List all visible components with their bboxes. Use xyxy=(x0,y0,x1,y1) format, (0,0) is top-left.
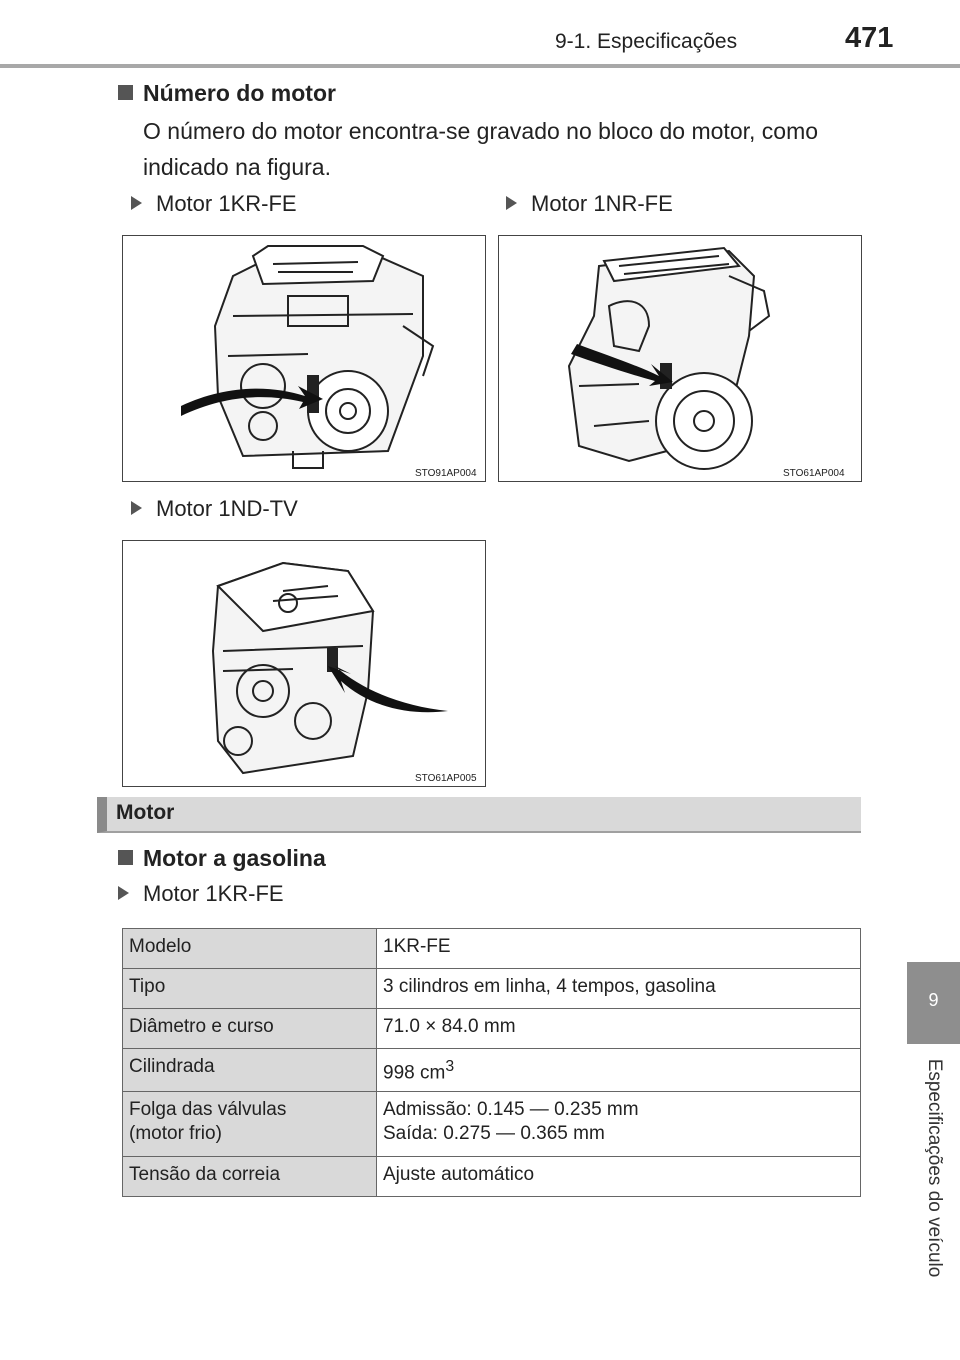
running-header-section: 9-1. Especificações xyxy=(555,30,738,53)
table-row xyxy=(123,1092,861,1157)
engine-number-heading-text: Número do motor xyxy=(143,80,336,106)
gasoline-heading xyxy=(118,845,326,872)
spec-key-line-1: Folga das válvulas xyxy=(129,1099,287,1121)
spec-value-superscript: 3 xyxy=(445,1058,455,1075)
spec-key: Diâmetro e curso xyxy=(123,1009,377,1049)
page-number: 471 xyxy=(845,22,894,54)
engine-number-body xyxy=(143,113,873,185)
square-bullet-icon xyxy=(118,85,133,100)
spec-key: Tipo xyxy=(123,969,377,1009)
engine-1nr-illustration xyxy=(499,236,861,481)
gasoline-item xyxy=(118,881,284,907)
spec-value: Ajuste automático xyxy=(377,1157,861,1197)
gasoline-heading-text: Motor a gasolina xyxy=(143,845,326,871)
section-title: Motor xyxy=(116,801,175,824)
triangle-bullet-icon xyxy=(506,196,517,210)
engine-figure-1kr xyxy=(122,235,486,482)
chapter-tab-number: 9 xyxy=(928,990,939,1010)
spec-value xyxy=(377,1049,861,1092)
figure-caption-1nd xyxy=(131,496,298,522)
figure-caption-1nr-text: Motor 1NR-FE xyxy=(531,191,673,216)
triangle-bullet-icon xyxy=(131,196,142,210)
table-row xyxy=(123,1049,861,1092)
spec-key: Modelo xyxy=(123,929,377,969)
spec-key-line-2: (motor frio) xyxy=(129,1123,222,1145)
spec-value xyxy=(377,1092,861,1157)
gasoline-item-text: Motor 1KR-FE xyxy=(143,881,284,906)
engine-figure-1nd xyxy=(122,540,486,787)
spec-value: 1KR-FE xyxy=(377,929,861,969)
table-row xyxy=(123,929,861,969)
spec-value-line-1: Admissão: 0.145 — 0.235 mm xyxy=(383,1099,639,1121)
square-bullet-icon xyxy=(118,850,133,865)
table-row xyxy=(123,1009,861,1049)
spec-table xyxy=(122,928,861,1197)
table-row xyxy=(123,1157,861,1197)
engine-number-body-line-1: O número do motor encontra-se gravado no bloco do motor, como xyxy=(143,118,819,144)
spec-value-line-2: Saída: 0.275 — 0.365 mm xyxy=(383,1123,605,1145)
spec-value-text: 998 cm xyxy=(383,1062,446,1084)
spec-value: 71.0 × 84.0 mm xyxy=(377,1009,861,1049)
figure-code-1nr: STO61AP004 xyxy=(783,468,845,479)
engine-number-heading xyxy=(118,80,336,107)
chapter-tab-label: Especificações do veículo xyxy=(924,1058,945,1278)
engine-figure-1nr xyxy=(498,235,862,482)
engine-1nd-illustration xyxy=(123,541,485,786)
figure-code-1nd: STO61AP005 xyxy=(415,773,477,784)
engine-1kr-illustration xyxy=(123,236,485,481)
spec-value: 3 cilindros em linha, 4 tempos, gasolina xyxy=(377,969,861,1009)
spec-key xyxy=(123,1092,377,1157)
figure-caption-1nd-text: Motor 1ND-TV xyxy=(156,496,298,521)
figure-caption-1nr xyxy=(506,191,673,217)
triangle-bullet-icon xyxy=(131,501,142,515)
spec-key: Tensão da correia xyxy=(123,1157,377,1197)
triangle-bullet-icon xyxy=(118,886,129,900)
figure-code-1kr: STO91AP004 xyxy=(415,468,477,479)
engine-number-body-line-2: indicado na figura. xyxy=(143,154,331,180)
header-rule xyxy=(0,64,960,68)
figure-caption-1kr xyxy=(131,191,297,217)
spec-key: Cilindrada xyxy=(123,1049,377,1092)
figure-caption-1kr-text: Motor 1KR-FE xyxy=(156,191,297,216)
table-row xyxy=(123,969,861,1009)
section-bar xyxy=(97,797,861,833)
